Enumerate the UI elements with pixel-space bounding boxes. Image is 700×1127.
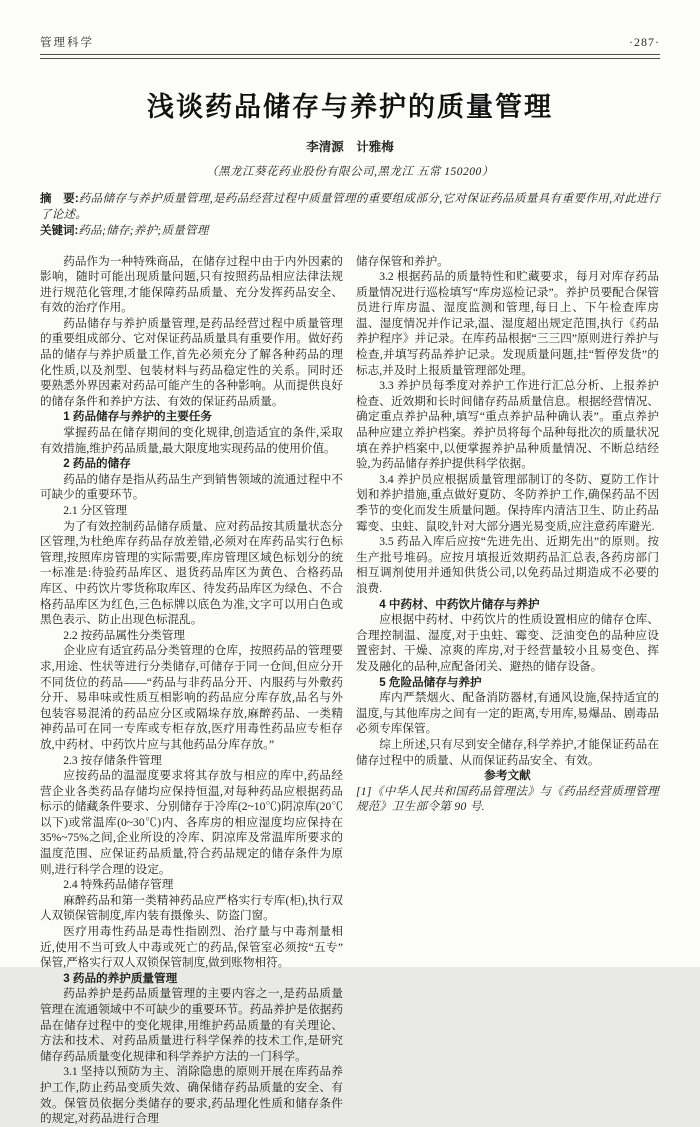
section-heading: 2 药品的储存 (63, 457, 131, 471)
header-rule (40, 54, 660, 59)
header-section-label: 管理科学 (40, 37, 94, 49)
paragraph: 药品作为一种特殊商品，在储存过程中由于内外因素的影响，随时可能出现质量问题,只有按照药品相应法律法规进行规范化管理,才能保障药品质量、充分发挥药品安全、有效的治疗作用。 (40, 254, 343, 315)
paragraph: 储存保管和养护。 (356, 254, 449, 268)
paragraph: 3.1 坚持以预防为主、消除隐患的原则开展在库药品养护工作,防止药品变质失效、确保储存药品质量的安全、有效。保管员依据分类储存的要求,药品理化性质和储存条件的规定,对药品进行合理 (40, 1065, 343, 1126)
section-heading: 3 药品的养护质量管理 (63, 971, 178, 985)
paragraph: 3.2 根据药品的质量特性和贮藏要求，每月对库存药品质量情况进行巡检填写“库房巡检记录”。养护员要配合保管员进行库房温、湿度监测和管理,每日上、下午检查库房温、湿度情况并作记录,温、湿度超出规定范围,执行《药品养护程序》并记录。在库药品根据“三三四”原则进行养护与检查,并填写药品养护记录。发现质量问题,挂“暂停发货”的标志,并及时上报质量管理部处理。 (356, 270, 659, 377)
paragraph: 麻醉药品和第一类精神药品应严格实行专库(柜),执行双人双锁保管制度,库内装有摄像头、防盗门窗。 (40, 893, 343, 923)
paragraph: 掌握药品在储存期间的变化规律,创造适宜的条件,采取有效措施,维护药品质量,最大限度地实现药品的使用价值。 (40, 426, 343, 455)
abstract-label: 摘 要: (40, 192, 79, 205)
left-column (40, 254, 343, 1127)
paragraph: 综上所述,只有尽到安全储存,科学养护,才能保证药品在储存过程中的质量、从而保证药品安全、有效。 (356, 737, 659, 767)
section-heading: 1 药品储存与养护的主要任务 (63, 410, 212, 424)
paragraph: 医疗用毒性药品是毒性指剧烈、治疗量与中毒剂量相近,使用不当可致人中毒或死亡的药品,保管室必须按“五专”保管,严格实行双人双锁保管制度,做到账物相符。 (40, 925, 343, 970)
abstract-text: 药品储存与养护质量管理,是药品经营过程中质量管理的重要组成部分,它对保证药品质量具有重要作用,对此进行了论述。 (40, 192, 660, 221)
paragraph: 3.4 养护员应根据质量管理部制订的冬防、夏防工作计划和养护措施,重点做好夏防、冬防养护工作,确保药品不因季节的变化而发生质量问题。保持库内清洁卫生、防止药品霉变、虫蛀、鼠咬,针对大部分遇光易变质,应注意药库避光. (356, 472, 659, 533)
section-heading: 4 中药材、中药饮片储存与养护 (379, 597, 540, 611)
paragraph: 3.3 养护员每季度对养护工作进行汇总分析、上报养护检查、近效期和长时间储存药品质量信息。根据经营情况、确定重点养护品种,填写“重点养护品种确认表”。重点养护品种应建立养护档案。养护员将每个品种每批次的质量状况填在养护档案中,以便掌握养护品种质量情况、不断总结经验,为药品储存养护提供科学依据。 (356, 379, 659, 471)
running-head (40, 34, 660, 50)
paragraph: 药品养护是药品质量管理的主要内容之一,是药品质量管理在流通领域中不可缺少的重要环节。药品养护是依据药品在储存过程中的变化规律,用维护药品质量的有关理论、方法和技术、对药品质量进行科学保养的技术工作,是研究储存药品质量变化规律和科学养护方法的一门科学。 (40, 987, 343, 1063)
paragraph: 库内严禁烟火、配备消防器材,有通风设施,保持适宜的温度,与其他库房之间有一定的距离,专用库,易爆品、剧毒品必须专库保管。 (356, 691, 659, 736)
abstract (40, 191, 660, 223)
paragraph: 2.1 分区管理 (63, 504, 127, 517)
paragraph: 为了有效控制药品储存质量、应对药品按其质量状态分区管理,为杜绝库存药品存放差错,必须对在库药品实行色标管理,按照库房管理的实际需要,库房管理区域色标划分的统一标准是:待验药品库区、退货药品库区为黄色、合格药品库区、中药饮片零货称取库区、待发药品库区为绿色、不合格药品库区为红色,三色标牌以底色为准,文字可以用白色或黑色表示、防止出现色标混乱。 (40, 519, 343, 627)
reference-item: [1]《中华人民共和国药品管理法》与《药品经营质理管理规范》卫生部令第 90 号. (356, 784, 659, 814)
keywords-text: 药品;储存;养护;质量管理 (78, 224, 209, 237)
paragraph: 药品储存与养护质量管理,是药品经营过程中质量管理的重要组成部分、它对保证药品质量具有重要作用。做好药品的储存与养护质量工作,首先必须充分了解各种药品的理化性质,以及剂型、包装材料与药品稳定性的关系。同时还要熟悉外界因素对药品可能产生的各种影响。从而提供良好的储存条件和养护方法、有效的保证药品质量。 (40, 316, 343, 408)
paragraph: 应按药品的温湿度要求将其存放与相应的库中,药品经营企业各类药品存储均应保持恒温,对每种药品应根据药品标示的储藏条件要求、分别储存于冷库(2~10℃)阴凉库(20℃以下)或常温库(0~30℃)内、各库房的相应湿度均应保持在 35%~75%之间,企业所设的冷库、阴凉库及常温库所要求的温度范围、应保证药品质量,符合药品规定的储存条件为原则,进行科学合理的设定。 (40, 769, 343, 876)
article-body (40, 254, 660, 1127)
section-heading: 5 危险品储存与养护 (379, 675, 482, 689)
paragraph: 2.3 按存储条件管理 (63, 753, 162, 767)
paragraph: 2.2 按药品属性分类管理 (63, 628, 185, 642)
paragraph: 2.4 特殊药品储存管理 (63, 878, 174, 892)
right-column (356, 254, 659, 1127)
page-number: ·287· (629, 35, 660, 49)
article-authors: 李清源 计雅梅 (306, 139, 394, 154)
references-heading: 参考文献 (484, 769, 531, 783)
article-affiliation: （黑龙江葵花药业股份有限公司,黑龙江 五常 150200） (206, 165, 494, 178)
paragraph: 药品的储存是指从药品生产到销售领域的流通过程中不可缺少的重要环节。 (40, 472, 343, 502)
paragraph: 企业应有适宜药品分类管理的仓库，按照药品的管理要求,用途、性状等进行分类储存,可储存于同一仓间,但应分开不同货位的药品——“药品与非药品分开、内服药与外敷药分开、易串味或性质互相影响的药品应分库存放,品名与外包装容易混淆的药品应分区或隔垛存放,麻醉药品、一类精神药品可在同一专库或专柜存放,医疗用毒性药品应专柜存放,中药材、中药饮片应与其他药品分库存放。” (40, 644, 343, 751)
keywords-label: 关键词: (40, 224, 79, 237)
keywords (40, 223, 660, 239)
article-title: 浅谈药品储存与养护的质量管理 (147, 91, 553, 122)
paragraph: 3.5 药品入库后应按“先进先出、近期先出”的原则。按生产批号堆码。应按月填报近效期药品汇总表,各药房部门相互调剂使用并通知供货公司,以免药品过期造成不必要的浪费. (356, 535, 659, 595)
paragraph: 应根据中药材、中药饮片的性质设置相应的储存仓库、合理控制温、湿度,对于虫蛀、霉变、泛油变色的品种应设置密封、干燥、凉爽的库房,对于经营量较小且易变色、挥发及融化的品种,应配备闭关、避热的储存设备。 (356, 613, 659, 673)
